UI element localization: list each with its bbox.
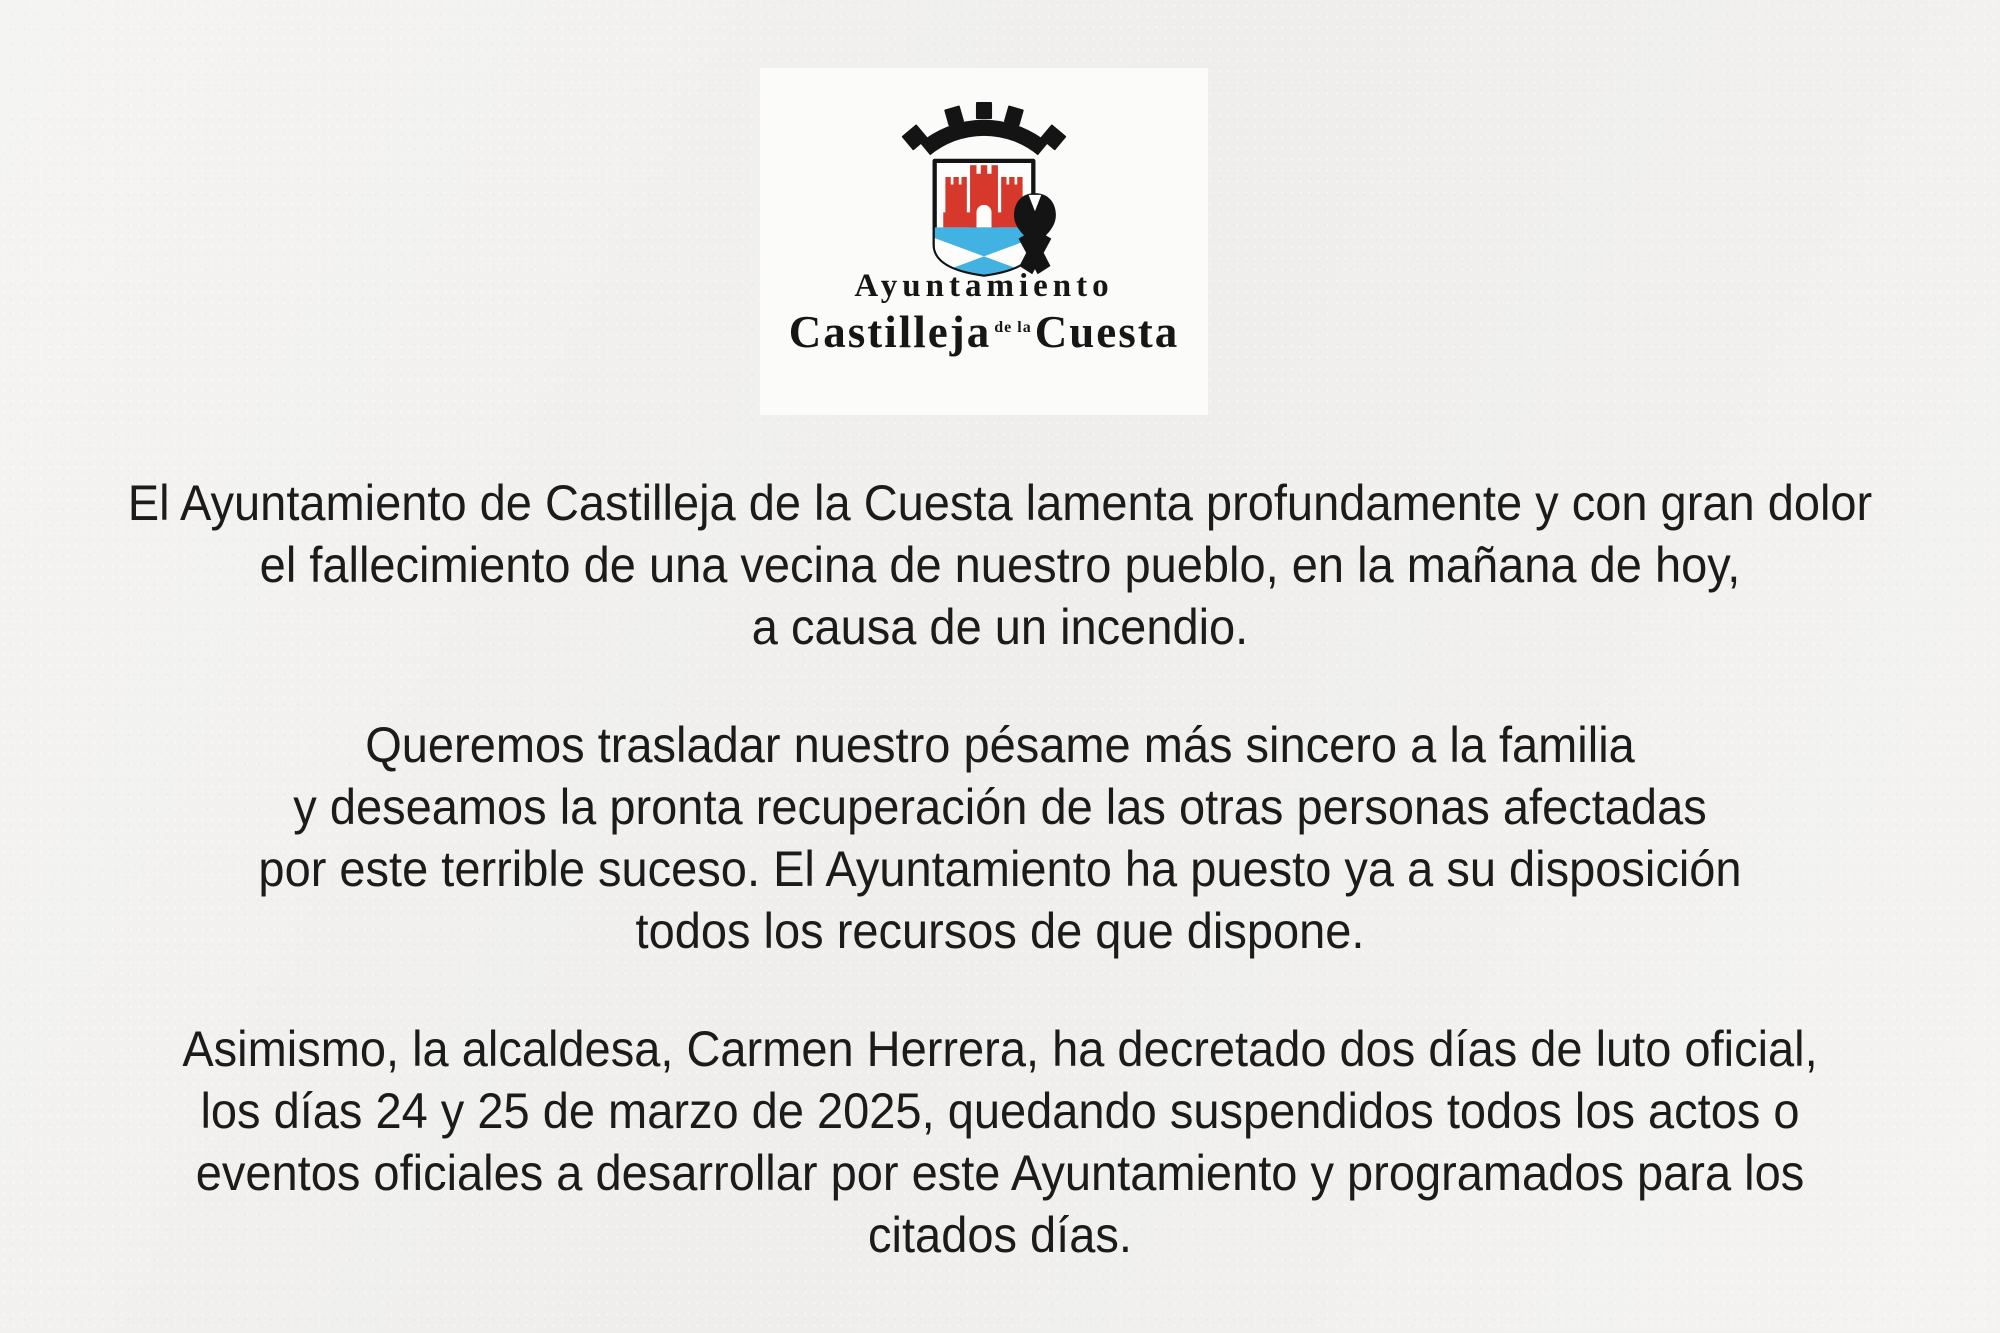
text-line: citados días. [868, 1207, 1132, 1263]
logo-text-castilleja-cuesta [760, 308, 1208, 356]
text-line: por este terrible suceso. El Ayuntamiento ha puesto ya a su disposición [258, 841, 1742, 897]
paragraph-luto-oficial [0, 1018, 2000, 1266]
paragraph-pesame [0, 714, 2000, 962]
logo-text-cuesta: Cuesta [1034, 307, 1180, 357]
text-line: Queremos trasladar nuestro pésame más sincero a la familia [365, 717, 1635, 773]
text-line: El Ayuntamiento de Castilleja de la Cuesta lamenta profundamente y con gran dolor [127, 475, 1873, 531]
paragraph-condolence [0, 472, 2000, 658]
logo-text-castilleja: Castilleja [788, 307, 992, 357]
logo-text-de-la: de la [994, 319, 1032, 336]
text-line: todos los recursos de que dispone. [635, 903, 1365, 959]
mural-crown-icon [901, 102, 1066, 151]
text-line: los días 24 y 25 de marzo de 2025, quedando suspendidos todos los actos o [200, 1083, 1800, 1139]
announcement-text [0, 472, 2000, 1266]
logo-wordmark [760, 266, 1208, 356]
coat-of-arms [898, 88, 1070, 281]
text-line: Asimismo, la alcaldesa, Carmen Herrera, ha decretado dos días de luto oficial, [182, 1021, 1818, 1077]
logo-text-ayuntamiento: Ayuntamiento [854, 268, 1114, 304]
text-line: el fallecimiento de una vecina de nuestro pueblo, en la mañana de hoy, [259, 537, 1741, 593]
text-line: a causa de un incendio. [751, 599, 1249, 655]
text-line: y deseamos la pronta recuperación de las otras personas afectadas [293, 779, 1707, 835]
text-line: eventos oficiales a desarrollar por este Ayuntamiento y programados para los [195, 1145, 1805, 1201]
municipal-logo [760, 68, 1208, 415]
